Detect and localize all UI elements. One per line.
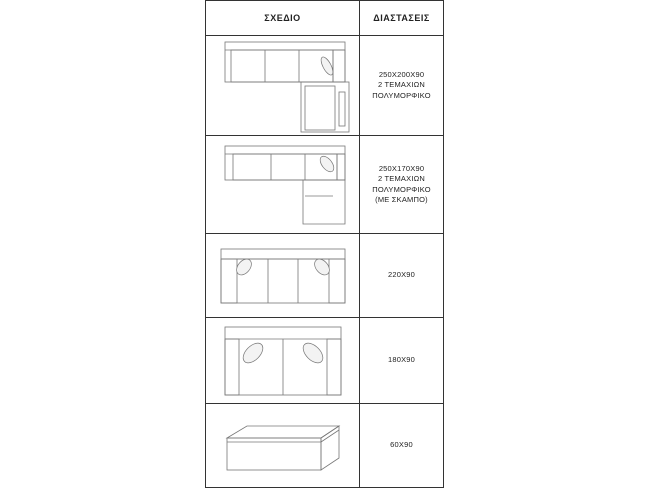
three-seat-sofa-icon [213,243,353,309]
drawing-cell [206,234,360,318]
header-row [206,1,444,36]
spec-sheet [205,0,443,488]
dimension-size: 250X170X90 [378,163,425,173]
two-seat-sofa-icon [213,323,353,399]
drawing-cell [206,136,360,234]
dimension-type: ΠΟΛΥΜΟΡΦΙΚΟ [372,184,431,194]
dimension-type: ΠΟΛΥΜΟΡΦΙΚΟ [372,90,431,100]
table-row [206,404,444,488]
dimension-note: (ΜΕ ΣΚΑΜΠΟ) [375,195,428,204]
corner-sofa-250x200-icon [213,38,353,134]
dimension-size: 250X200X90 [378,69,425,79]
table-row [206,318,444,404]
table-row [206,136,444,234]
dimension-pieces: 2 ΤΕΜΑΧΙΩΝ [377,80,426,90]
corner-sofa-250x170-icon [213,140,353,230]
dimension-size: 180X90 [387,355,416,365]
dimensions-cell [360,234,444,318]
drawing-cell [206,36,360,136]
dimensions-cell [360,404,444,488]
dimensions-cell [360,36,444,136]
dimension-size: 60X90 [390,440,413,450]
drawing-cell [206,318,360,404]
drawing-cell [206,404,360,488]
dimension-size: 220X90 [387,270,416,280]
dimensions-table [205,0,444,488]
dimensions-cell [360,136,444,234]
dimensions-cell [360,318,444,404]
drawing-header: ΣΧΕΔΙΟ [206,1,360,36]
table-row [206,234,444,318]
dimension-pieces: 2 ΤΕΜΑΧΙΩΝ [377,174,426,183]
ottoman-icon [213,416,353,476]
table-row [206,36,444,136]
dimensions-header: ΔΙΑΣΤΑΣΕΙΣ [360,1,444,36]
